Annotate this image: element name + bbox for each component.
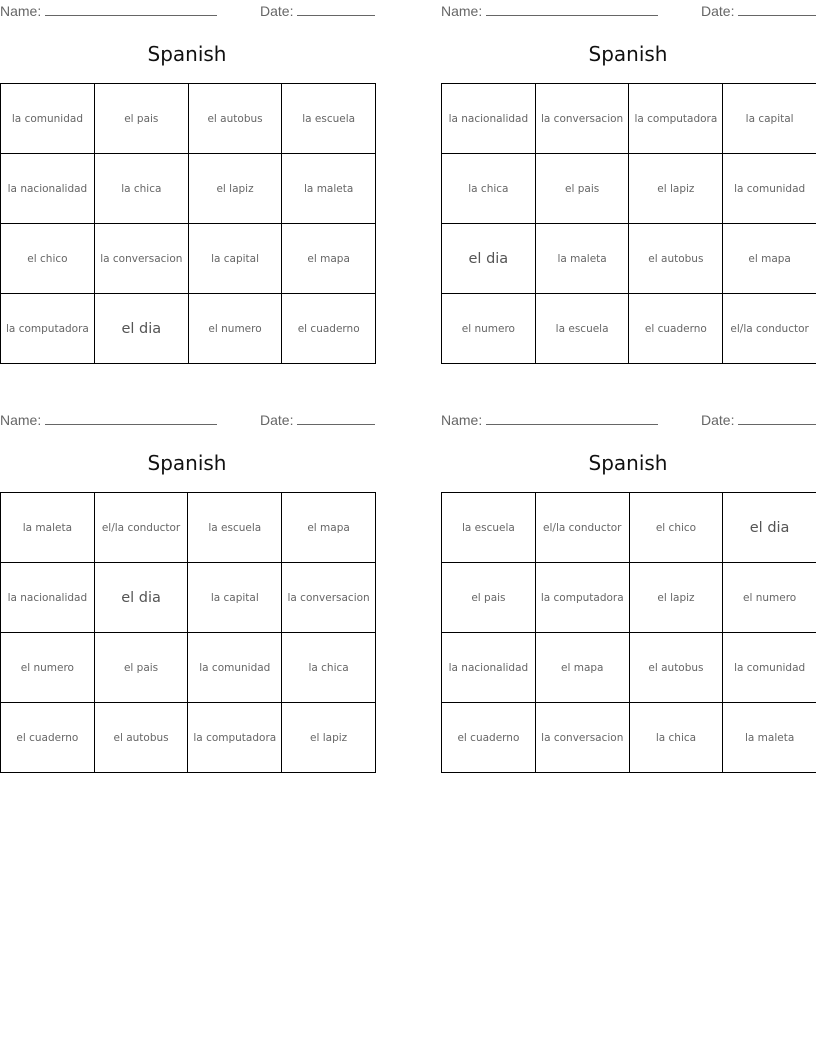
grid-row <box>442 224 816 294</box>
bingo-cell[interactable]: la chica <box>629 703 723 773</box>
bingo-cell[interactable]: la computadora <box>535 563 629 633</box>
date-label: Date: <box>701 3 735 19</box>
name-blank-line[interactable] <box>486 411 658 425</box>
bingo-grid <box>441 492 816 773</box>
bingo-cell[interactable]: la maleta <box>535 224 629 294</box>
bingo-cell[interactable]: la computadora <box>1 294 95 364</box>
date-blank-line[interactable] <box>297 2 375 16</box>
card-title: Spanish <box>147 42 227 66</box>
bingo-grid <box>0 492 376 773</box>
bingo-cell[interactable]: la conversacion <box>94 224 188 294</box>
grid-row <box>1 84 376 154</box>
grid-row <box>1 703 376 773</box>
name-label: Name: <box>0 412 42 428</box>
name-field <box>441 2 658 19</box>
bingo-cell[interactable]: la maleta <box>1 493 95 563</box>
bingo-cell[interactable]: la conversacion <box>282 563 376 633</box>
bingo-cell[interactable]: el cuaderno <box>442 703 536 773</box>
bingo-cell[interactable]: la capital <box>723 84 816 154</box>
grid-row <box>1 224 376 294</box>
bingo-cell[interactable]: la nacionalidad <box>1 563 95 633</box>
grid-row <box>1 633 376 703</box>
bingo-cell[interactable]: el numero <box>188 294 282 364</box>
card-header <box>0 409 376 433</box>
name-blank-line[interactable] <box>45 2 217 16</box>
bingo-card-3 <box>0 409 376 744</box>
bingo-card-1 <box>0 0 376 337</box>
name-blank-line[interactable] <box>486 2 658 16</box>
bingo-cell[interactable]: el mapa <box>282 493 376 563</box>
date-label: Date: <box>260 3 294 19</box>
bingo-cell[interactable]: el lapiz <box>629 563 723 633</box>
bingo-cell[interactable]: la maleta <box>282 154 376 224</box>
bingo-cell[interactable]: el pais <box>535 154 629 224</box>
bingo-cell[interactable]: la escuela <box>188 493 282 563</box>
bingo-cell[interactable]: el numero <box>1 633 95 703</box>
bingo-cell[interactable]: el autobus <box>188 84 282 154</box>
bingo-cell[interactable]: la comunidad <box>1 84 95 154</box>
name-blank-line[interactable] <box>45 411 217 425</box>
bingo-cell[interactable]: la nacionalidad <box>1 154 95 224</box>
bingo-cell[interactable]: el mapa <box>282 224 376 294</box>
bingo-cell[interactable]: la nacionalidad <box>442 84 536 154</box>
bingo-cell[interactable]: el/la conductor <box>94 493 188 563</box>
card-header <box>441 409 816 433</box>
bingo-card-2 <box>441 0 816 335</box>
bingo-cell[interactable]: la capital <box>188 224 282 294</box>
bingo-cell[interactable]: la conversacion <box>535 703 629 773</box>
bingo-cell[interactable]: el pais <box>94 84 188 154</box>
name-label: Name: <box>441 3 483 19</box>
name-field <box>0 2 217 19</box>
bingo-cell[interactable]: el chico <box>629 493 723 563</box>
bingo-cell[interactable]: el mapa <box>723 224 816 294</box>
date-label: Date: <box>260 412 294 428</box>
name-label: Name: <box>0 3 42 19</box>
bingo-cell[interactable]: el lapiz <box>188 154 282 224</box>
bingo-cell[interactable]: la computadora <box>629 84 723 154</box>
date-field <box>701 411 816 428</box>
grid-row <box>442 563 816 633</box>
bingo-cell[interactable]: la conversacion <box>535 84 629 154</box>
grid-row <box>442 84 816 154</box>
date-label: Date: <box>701 412 735 428</box>
date-field <box>701 2 816 19</box>
date-blank-line[interactable] <box>297 411 375 425</box>
bingo-cell-center[interactable]: el dia <box>94 563 188 633</box>
bingo-cell[interactable]: la chica <box>282 633 376 703</box>
bingo-cell[interactable]: la chica <box>442 154 536 224</box>
bingo-cell[interactable]: la comunidad <box>723 154 816 224</box>
grid-row <box>1 294 376 364</box>
date-blank-line[interactable] <box>738 2 816 16</box>
bingo-cell[interactable]: el pais <box>442 563 536 633</box>
date-blank-line[interactable] <box>738 411 816 425</box>
bingo-cell[interactable]: el autobus <box>629 224 723 294</box>
name-field <box>0 411 217 428</box>
bingo-cell[interactable]: el mapa <box>535 633 629 703</box>
bingo-cell[interactable]: la comunidad <box>723 633 816 703</box>
bingo-cell[interactable]: el pais <box>94 633 188 703</box>
bingo-cell[interactable]: la computadora <box>188 703 282 773</box>
bingo-cell[interactable]: la nacionalidad <box>442 633 536 703</box>
bingo-cell[interactable]: el autobus <box>94 703 188 773</box>
card-title: Spanish <box>588 451 668 475</box>
grid-row <box>1 493 376 563</box>
card-title: Spanish <box>588 42 668 66</box>
grid-row <box>442 703 816 773</box>
bingo-cell[interactable]: la maleta <box>723 703 816 773</box>
bingo-cell[interactable]: la capital <box>188 563 282 633</box>
grid-row <box>442 154 816 224</box>
bingo-cell[interactable]: el lapiz <box>629 154 723 224</box>
bingo-card-4 <box>441 409 816 744</box>
date-field <box>260 2 375 19</box>
date-field <box>260 411 375 428</box>
bingo-cell[interactable]: el numero <box>723 563 816 633</box>
bingo-cell[interactable]: el/la conductor <box>723 294 816 364</box>
bingo-cell[interactable]: la chica <box>94 154 188 224</box>
bingo-cell-center[interactable]: el dia <box>442 224 536 294</box>
bingo-cell[interactable]: el lapiz <box>282 703 376 773</box>
bingo-cell[interactable]: el cuaderno <box>1 703 95 773</box>
card-header <box>0 0 376 24</box>
bingo-cell[interactable]: el chico <box>1 224 95 294</box>
bingo-cell[interactable]: el numero <box>442 294 536 364</box>
bingo-cell-center[interactable]: el dia <box>94 294 188 364</box>
bingo-cell[interactable]: el cuaderno <box>282 294 376 364</box>
bingo-grid <box>0 83 376 364</box>
card-header <box>441 0 816 24</box>
grid-row <box>442 294 816 364</box>
bingo-grid <box>441 83 816 364</box>
bingo-cell[interactable]: el cuaderno <box>629 294 723 364</box>
bingo-cell[interactable]: la escuela <box>442 493 536 563</box>
bingo-cell-center[interactable]: el dia <box>723 493 816 563</box>
bingo-cell[interactable]: la comunidad <box>188 633 282 703</box>
card-title: Spanish <box>147 451 227 475</box>
bingo-cell[interactable]: la escuela <box>282 84 376 154</box>
name-field <box>441 411 658 428</box>
bingo-cell[interactable]: el/la conductor <box>535 493 629 563</box>
name-label: Name: <box>441 412 483 428</box>
grid-row <box>1 154 376 224</box>
grid-row <box>1 563 376 633</box>
bingo-cell[interactable]: el autobus <box>629 633 723 703</box>
grid-row <box>442 493 816 563</box>
bingo-cell[interactable]: la escuela <box>535 294 629 364</box>
grid-row <box>442 633 816 703</box>
